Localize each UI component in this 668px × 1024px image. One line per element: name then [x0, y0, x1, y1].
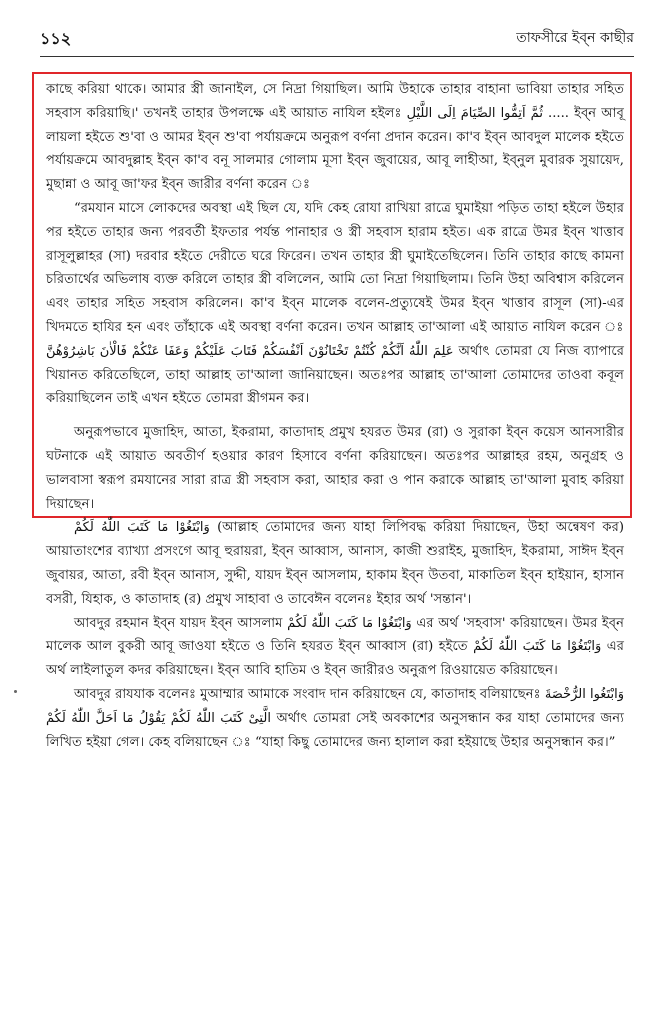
p5-arabic-verse-2: وَابْتَغُوْا مَا كَتَبَ اللّٰهُ لَكُمْ — [473, 639, 602, 655]
p4-arabic-verse: وَابْتَغُوْا مَا كَتَبَ اللّٰهُ لَكُمْ — [74, 520, 210, 536]
highlighted-paragraph-1 — [46, 78, 624, 197]
body-text — [46, 78, 624, 754]
highlighted-paragraph-2 — [46, 197, 624, 411]
p5-text-post: এর অর্থ লাইলাতুল কদর করিয়াছেন। ইব্‌ন আবি হাতিম ও ইব্‌ন জারীরও অনুরূপ রিওয়ায়েত করিয়াছেন। — [46, 639, 625, 679]
paragraph-6 — [46, 683, 624, 754]
stray-ink-mark — [14, 690, 17, 693]
page-header — [40, 26, 634, 52]
p5-arabic-verse-1: وَابْتَغُوْا مَا كَتَبَ اللّٰهُ لَكُمْ — [287, 615, 412, 631]
p5-text-mid: এর অর্থ 'সহবাস' করিয়াছেন। উমর ইব্‌ন মালেক আল বুকরী আবূ জাওযা হইতে ও তিনি হযরত ইব্‌ন আব্বাস (রা) হইতে — [46, 615, 624, 655]
page-number: ১১২ — [40, 29, 72, 48]
p4-text-post: (আল্লাহ তোমাদের জন্য যাহা লিপিবদ্ধ করিয়া দিয়াছেন, উহা অন্বেষণ কর) আয়াতাংশের ব্যাখ্যা প্রসংগে আবূ হুরায়রা, ইব্‌ন আব্বাস, আনাস, কাজী শুরাইহ, মুজাহিদ, ইকরামা, সাঈদ ইব্‌ন জুবায়র, আতা, রবী ইব্‌ন আনাস, সুদ্দী, যায়দ ইব্‌ন আসলাম, হাকাম ইব্‌ন উতবা, মাকাতিল ইব্‌ন হাইয়ান, হাসান বসরী, যিহাক, ও কাতাদাহ (র) প্রমুখ সাহাবা ও তাবেঈন বলেনঃ ইহার অর্থ 'সন্তান'। — [46, 520, 624, 607]
p6-text-post: অর্থাৎ তোমরা সেই অবকাশের অনুসন্ধান কর যাহা তোমাদের জন্য লিখিত হইয়া গেল। কেহ বলিয়াছেন ঃ “যাহা কিছু তোমাদের জন্য হালাল করা হইয়াছে উহার অনুসন্ধান কর।” — [46, 710, 624, 750]
p1-arabic-verse: ثُمَّ اَتِمُّوا الصِّيَامَ اِلَى اللَّيْلِ — [406, 105, 543, 121]
header-divider — [40, 56, 634, 57]
running-title: তাফসীরে ইব্‌ন কাছীর — [516, 30, 634, 46]
paragraph-3: অনুরূপভাবে মুজাহিদ, আতা, ইকরামা, কাতাদাহ প্রমুখ হযরত উমর (রা) ও সুরাকা ইব্‌ন কয়েস আনসারীর ঘটনাকে এই আয়াত অবতীর্ণ হওয়ার কারণ হিসাবে বর্ণনা করিয়াছেন। অতঃপর আল্লাহর রহম, অনুগ্রহ ও ভালবাসা স্বরূপ রমযানের সারা রাত্র স্ত্রী সহবাস করা, আহার করা ও পান করাকে আল্লাহ তা'আলা মুবাহ করিয়া দিয়াছেন। — [46, 425, 624, 512]
paragraph-4 — [46, 516, 624, 611]
p6-arabic-verse: وَابْتَغُوا الرُّخْصَةَ الَّتِىْ كَتَبَ اللّٰهُ لَكُمْ يَقُوْلُ مَا اَحَلَّ اللّٰهُ لَكُمْ — [46, 686, 625, 726]
p2-text-pre: “রমযান মাসে লোকদের অবস্থা এই ছিল যে, যদি কেহ রোযা রাখিয়া রাত্রে ঘুমাইয়া পড়িত তাহা হইলে উহার পর হইতে তাহার জন্য পরবর্তী ইফতার পর্যন্ত পানাহার ও স্ত্রী সহবাস হারাম হইত। এক রাত্রে উমর ইব্‌ন খাত্তাব রাসূলুল্লাহর (সা) দরবার হইতে দেরীতে ঘরে ফিরেন। তখন তাহার স্ত্রী ঘুমাইতেছিলেন। তিনি তাহার কাছে কামনা চরিতার্থের অভিলাষ ব্যক্ত করিলে তাহার স্ত্রী বলিলেন, আমি তো নিদ্রা গিয়াছিলাম। তিনি উহা অবিশ্বাস করিলেন এবং তাহার সহিত সহবাস করিলেন। কা'ব ইব্‌ন মালেক বলেন-প্রত্যুষেই উমর ইব্‌ন খাত্তাব রাসূল (সা)-এর খিদমতে হাযির হন এবং তাঁহাকে এই অবস্থা বর্ণনা করেন। তখন আল্লাহ তা'আলা এই আয়াত নাযিল করেন ঃ — [46, 200, 624, 335]
p6-text-pre: আবদুর রাযযাক বলেনঃ মুআম্মার আমাকে সংবাদ দান করিয়াছেন যে, কাতাদাহ বলিয়াছেনঃ — [74, 686, 545, 702]
p1-text-post: ..... ইব্‌ন আবূ লায়লা হইতে শু'বা ও আমর ইব্‌ন শু'বা পর্যায়ক্রমে অনুরূপ বর্ণনা প্রদান করেন। কা'ব ইব্‌ন আবদুল মালেক হইতে পর্যায়ক্রমে আবদুল্লাহ ইব্‌ন কা'ব বনূ সালমার গোলাম মূসা ইব্‌ন জুবায়ের, আবূ লাহীআ, ইব্‌নুল মুবারক সুয়ায়েদ, মুছান্না ও আবূ জা'ফর ইব্‌ন জারীর বর্ণনা করেন ঃ — [46, 105, 624, 193]
p1-text-pre: কাছে করিয়া থাকে। আমার স্ত্রী জানাইল, সে নিদ্রা গিয়াছিল। আমি উহাকে তাহার বাহানা ভাবিয়া তাহার সহিত সহবাস করিয়াছি।' তখনই তাহার উপলক্ষে এই আয়াত নাযিল হইলঃ — [46, 82, 624, 121]
p2-arabic-verse: عَلِمَ اللّٰهُ اَنَّكُمْ كُنْتُمْ تَخْتَانُوْنَ اَنْفُسَكُمْ فَتَابَ عَلَيْكُمْ وَعَفَا عَنْكُمْ فَالْاٰنَ بَاشِرُوْهُنَّ — [46, 343, 454, 359]
p5-text-pre: আবদুর রহমান ইব্‌ন যায়দ ইব্‌ন আসলাম — [74, 615, 288, 631]
p2-text-post: অর্থাৎ তোমরা যে নিজ ব্যাপারে খিয়ানত করিতেছিলে, তাহা আল্লাহ তা'আলা জানিয়াছেন। অতঃপর আল্লাহ তা'আলা তোমাদের তাওবা কবূল করিয়াছিলেন তাই এখন হইতে তোমরা স্ত্রীগমন কর। — [46, 343, 624, 407]
paragraph-5 — [46, 612, 624, 683]
